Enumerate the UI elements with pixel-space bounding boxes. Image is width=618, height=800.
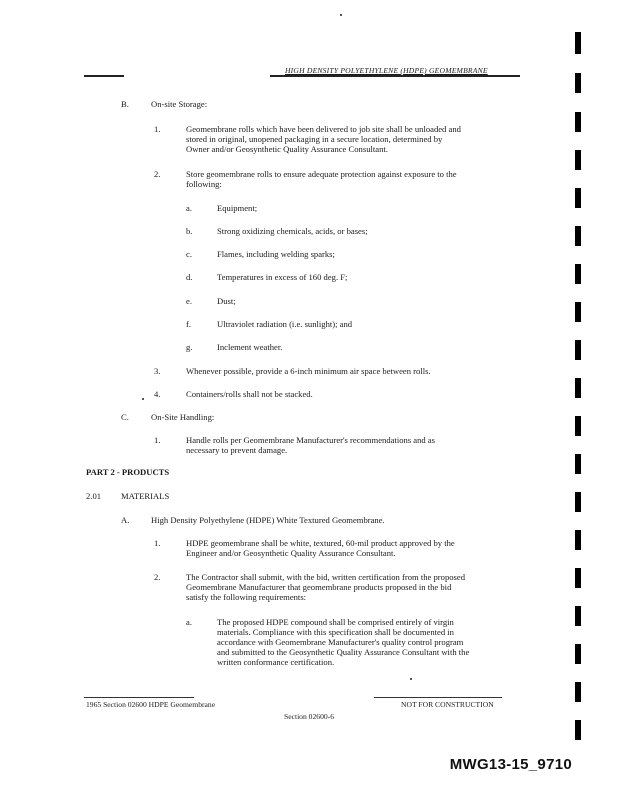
header-rule-left	[84, 75, 124, 77]
section-b-letter: B.	[121, 99, 129, 109]
scan-mark	[575, 530, 581, 550]
m-item1-line: Engineer and/or Geosynthetic Quality Assurance Consultant.	[186, 548, 396, 558]
scan-mark	[575, 606, 581, 626]
scan-mark	[575, 302, 581, 322]
section-c-title: On-Site Handling:	[151, 412, 215, 422]
m-sub-a-line: The proposed HDPE compound shall be comprised entirely of virgin	[217, 617, 454, 627]
sub-letter: f.	[186, 319, 192, 329]
scan-mark	[575, 416, 581, 436]
b-item3-num: 3.	[154, 366, 161, 376]
b-item1-line: Owner and/or Geosynthetic Quality Assurance Consultant.	[186, 144, 388, 154]
sub-text: Temperatures in excess of 160 deg. F;	[217, 272, 348, 282]
sub-letter: a.	[186, 203, 192, 213]
b-item1-line: Geomembrane rolls which have been delivered to job site shall be unloaded and	[186, 124, 461, 134]
materials-num: 2.01	[86, 491, 102, 501]
header-rule-right	[270, 75, 520, 77]
scan-mark	[575, 720, 581, 740]
header-title: HIGH DENSITY POLYETHYLENE (HDPE) GEOMEMBRANE	[285, 66, 488, 75]
c-item1-num: 1.	[154, 435, 161, 445]
part-heading: PART 2 - PRODUCTS	[86, 467, 170, 477]
scan-mark	[575, 188, 581, 208]
scan-mark	[575, 568, 581, 588]
scan-mark	[575, 112, 581, 132]
materials-title: MATERIALS	[121, 491, 170, 501]
scan-speck	[410, 678, 412, 680]
scan-mark	[575, 73, 581, 93]
sub-letter: e.	[186, 296, 192, 306]
materials-a-letter: A.	[121, 515, 130, 525]
b-item1-num: 1.	[154, 124, 161, 134]
scan-mark	[575, 492, 581, 512]
b-item3-text: Whenever possible, provide a 6-inch minimum air space between rolls.	[186, 366, 431, 376]
c-item1-line: Handle rolls per Geomembrane Manufacturer's recommendations and as	[186, 435, 436, 445]
scan-speck	[340, 14, 342, 16]
b-item1-line: stored in original, unopened packaging in a secure location, determined by	[186, 134, 443, 144]
footer-rule-left	[84, 697, 194, 698]
materials-a-title: High Density Polyethylene (HDPE) White Textured Geomembrane.	[151, 515, 385, 525]
sub-text: Inclement weather.	[217, 342, 283, 352]
section-c-letter: C.	[121, 412, 129, 422]
section-b-title: On-site Storage:	[151, 99, 208, 109]
m-item2-line: satisfy the following requirements:	[186, 592, 307, 602]
m-item2-num: 2.	[154, 572, 161, 582]
c-item1-line: necessary to prevent damage.	[186, 445, 288, 455]
scan-mark	[575, 340, 581, 360]
scan-mark	[575, 378, 581, 398]
sub-letter: b.	[186, 226, 193, 236]
m-sub-a-line: and submitted to the Geosynthetic Quality Assurance Consultant with the	[217, 647, 470, 657]
m-sub-a-line: materials. Compliance with this specification shall be documented in	[217, 627, 454, 637]
m-item2-line: The Contractor shall submit, with the bid, written certification from the proposed	[186, 572, 465, 582]
m-sub-a-letter: a.	[186, 617, 192, 627]
bates-stamp: MWG13-15_9710	[449, 756, 572, 773]
m-sub-a-line: written conformance certification.	[217, 657, 335, 667]
sub-text: Strong oxidizing chemicals, acids, or bases;	[217, 226, 368, 236]
footer-left: 1965 Section 02600 HDPE Geomembrane	[86, 700, 216, 709]
sub-text: Equipment;	[217, 203, 258, 213]
footer-right: NOT FOR CONSTRUCTION	[401, 700, 494, 709]
footer-rule-right	[374, 697, 502, 698]
b-item4-num: 4.	[154, 389, 161, 399]
scan-mark	[575, 454, 581, 474]
scan-mark	[575, 32, 581, 54]
sub-letter: d.	[186, 272, 193, 282]
scan-mark	[575, 644, 581, 664]
sub-text: Flames, including welding sparks;	[217, 249, 335, 259]
sub-letter: c.	[186, 249, 192, 259]
m-item1-line: HDPE geomembrane shall be white, textured, 60-mil product approved by the	[186, 538, 455, 548]
sub-text: Dust;	[217, 296, 236, 306]
scan-speck	[142, 398, 144, 400]
footer-center: Section 02600-6	[284, 712, 334, 721]
scan-mark	[575, 264, 581, 284]
m-item2-line: Geomembrane Manufacturer that geomembrane products proposed in the bid	[186, 582, 452, 592]
scan-mark	[575, 682, 581, 702]
b-item4-text: Containers/rolls shall not be stacked.	[186, 389, 313, 399]
b-item2-num: 2.	[154, 169, 161, 179]
b-item2-line: following:	[186, 179, 222, 189]
m-item1-num: 1.	[154, 538, 161, 548]
scan-mark	[575, 226, 581, 246]
m-sub-a-line: accordance with Geomembrane Manufacturer's quality control program	[217, 637, 464, 647]
scan-mark	[575, 150, 581, 170]
sub-letter: g.	[186, 342, 193, 352]
sub-text: Ultraviolet radiation (i.e. sunlight); and	[217, 319, 353, 329]
b-item2-line: Store geomembrane rolls to ensure adequate protection against exposure to the	[186, 169, 457, 179]
